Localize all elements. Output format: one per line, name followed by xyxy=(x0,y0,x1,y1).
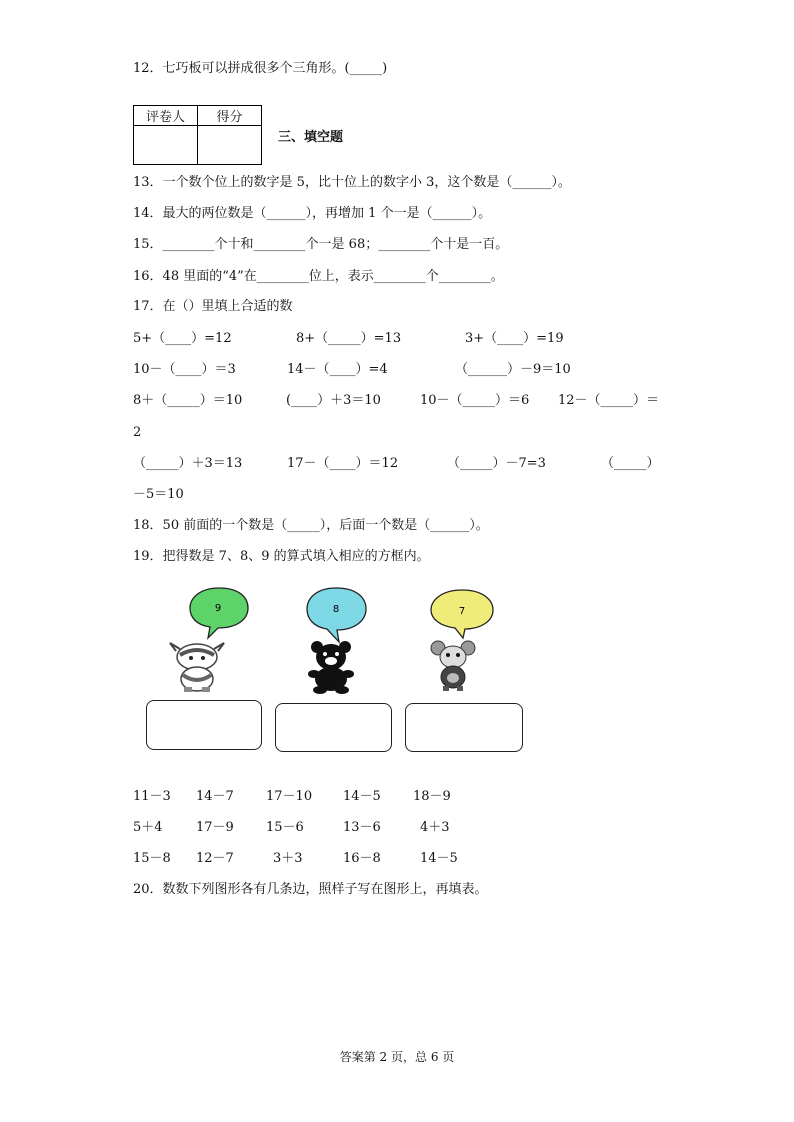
question-15: 15．________个十和________个一是 68；________个十是一百。 xyxy=(133,237,509,252)
bubble-label: 8 xyxy=(332,604,340,615)
q17-item: 12－（_____）＝ xyxy=(558,393,660,408)
q17-item: 8+（_____）=13 xyxy=(296,331,402,346)
expression: 16－8 xyxy=(343,851,381,866)
score-table xyxy=(133,105,262,165)
speech-bubble-8 xyxy=(305,586,367,642)
q17-item-wrap: －5＝10 xyxy=(133,487,184,502)
question-18: 18．50 前面的一个数是（_____），后面一个数是（______）。 xyxy=(133,518,489,533)
q17-item: （_____） xyxy=(601,456,660,471)
expression: 15－6 xyxy=(266,820,304,835)
expression: 14－7 xyxy=(196,789,234,804)
q17-item: 10－（_____）＝6 xyxy=(420,393,530,408)
speech-bubble-9 xyxy=(188,586,250,638)
question-12: 12．七巧板可以拼成很多个三角形。(_____) xyxy=(133,61,388,76)
question-14: 14．最大的两位数是（______），再增加 1 个一是（______）。 xyxy=(133,206,492,221)
score-header: 得分 xyxy=(198,106,262,126)
q17-item: （_____）＋3＝13 xyxy=(133,456,243,471)
q17-item: （______）－9＝10 xyxy=(455,362,571,377)
q17-item-wrap: 2 xyxy=(133,425,142,440)
q17-item: 8＋（_____）＝10 xyxy=(133,393,243,408)
question-17-title: 17．在（）里填上合适的数 xyxy=(133,299,293,314)
expression: 3＋3 xyxy=(273,851,303,866)
bubble-shape xyxy=(307,588,366,642)
expression: 17－10 xyxy=(266,789,313,804)
page-footer: 答案第 2 页，总 6 页 xyxy=(339,1050,455,1064)
bubble-label: 9 xyxy=(214,603,222,614)
expression: 11－3 xyxy=(133,789,171,804)
score-cell[interactable] xyxy=(198,126,262,165)
black-bear-icon xyxy=(302,640,360,694)
q17-item: 5+（____）=12 xyxy=(133,331,232,346)
q17-item: 10－（____）＝3 xyxy=(133,362,236,377)
expression: 5＋4 xyxy=(133,820,163,835)
cartoon-creature-icon xyxy=(166,641,228,693)
q17-item: 14－（____）=4 xyxy=(287,362,388,377)
q17-item: 3+（____）=19 xyxy=(465,331,564,346)
expression: 13－6 xyxy=(343,820,381,835)
question-19-title: 19．把得数是 7、8、9 的算式填入相应的方框内。 xyxy=(133,549,430,564)
grader-cell[interactable] xyxy=(134,126,198,165)
grader-header: 评卷人 xyxy=(134,106,198,126)
mouse-icon xyxy=(428,640,478,692)
expression: 14－5 xyxy=(420,851,458,866)
answer-box-7[interactable] xyxy=(405,703,523,752)
speech-bubble-7 xyxy=(429,588,495,638)
expression: 17－9 xyxy=(196,820,234,835)
expression: 4＋3 xyxy=(420,820,450,835)
question-20: 20．数数下列图形各有几条边，照样子写在图形上，再填表。 xyxy=(133,882,488,897)
expression: 14－5 xyxy=(343,789,381,804)
question-16: 16．48 里面的“4”在________位上，表示________个________。 xyxy=(133,269,504,284)
answer-box-8[interactable] xyxy=(275,703,392,752)
q17-item: （_____）－7=3 xyxy=(447,456,546,471)
question-13: 13．一个数个位上的数字是 5，比十位上的数字小 3，这个数是（______）。 xyxy=(133,175,571,190)
answer-box-9[interactable] xyxy=(146,700,262,750)
q17-item: (____）＋3＝10 xyxy=(286,393,381,408)
expression: 12－7 xyxy=(196,851,234,866)
q17-item: 17－（____）＝12 xyxy=(287,456,399,471)
expression: 15－8 xyxy=(133,851,171,866)
section-title: 三、填空题 xyxy=(278,130,344,145)
expression: 18－9 xyxy=(413,789,451,804)
bubble-label: 7 xyxy=(458,606,466,617)
